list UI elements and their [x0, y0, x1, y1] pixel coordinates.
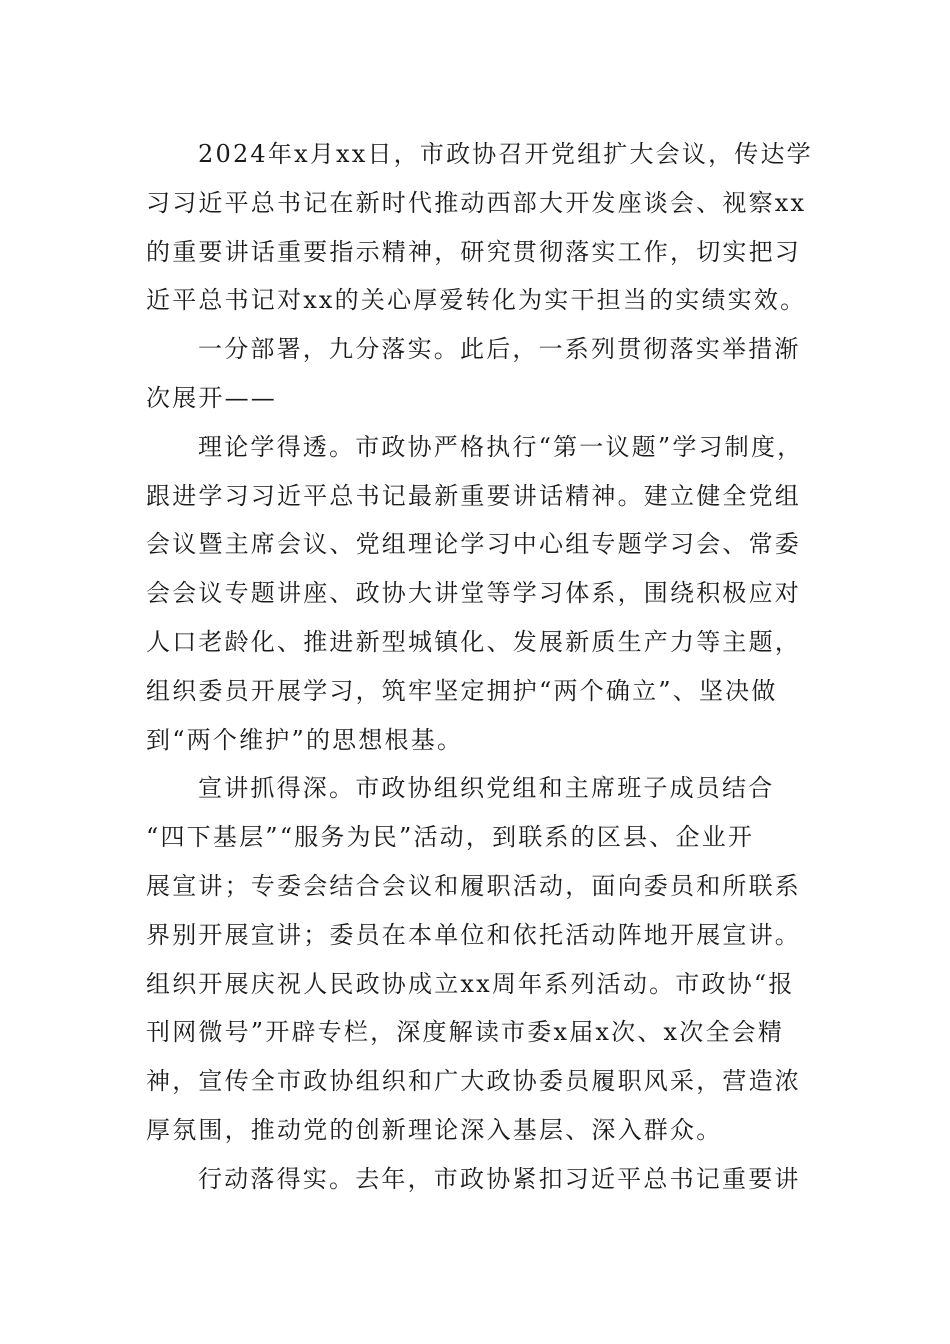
- paragraph-line: 的重要讲话重要指示精神，研究贯彻落实工作，切实把习: [146, 237, 801, 266]
- paragraph-line: 次展开——: [146, 383, 277, 412]
- paragraph-line: 组织开展庆祝人民政协成立xx周年系列活动。市政协“报: [146, 969, 795, 998]
- paragraph-line: 习习近平总书记在新时代推动西部大开发座谈会、视察xx: [146, 188, 807, 217]
- paragraph-3: [146, 423, 811, 765]
- paragraph-line: 2024年x月xx日，市政协召开党组扩大会议，传达学: [198, 140, 813, 168]
- paragraph-5: [146, 1155, 811, 1204]
- paragraph-line: 到“两个维护”的思想根基。: [146, 725, 464, 754]
- paragraph-1: [146, 130, 811, 325]
- paragraph-line: 理论学得透。市政协严格执行“第一议题”学习制度，: [198, 432, 804, 461]
- paragraph-line: 人口老龄化、推进新型城镇化、发展新质生产力等主题，: [146, 627, 801, 656]
- paragraph-line: 跟进学习习近平总书记最新重要讲话精神。建立健全党组: [146, 481, 801, 510]
- paragraph-line: 界别开展宣讲；委员在本单位和依托活动阵地开展宣讲。: [146, 920, 801, 949]
- paragraph-line: 一分部署，九分落实。此后，一系列贯彻落实举措渐: [198, 335, 801, 364]
- paragraph-line: 厚氛围，推动党的创新理论深入基层、深入群众。: [146, 1115, 723, 1144]
- paragraph-line: 宣讲抓得深。市政协组织党组和主席班子成员结合: [198, 774, 775, 803]
- paragraph-line: 刊网微号”开辟专栏，深度解读市委x届x次、x次全会精: [146, 1018, 785, 1047]
- paragraph-line: “四下基层”“服务为民”活动，到联系的区县、企业开: [146, 823, 755, 852]
- paragraph-line: 会议暨主席会议、党组理论学习中心组专题学习会、常委: [146, 530, 801, 559]
- paragraph-line: 会会议专题讲座、政协大讲堂等学习体系，围绕积极应对: [146, 579, 801, 608]
- paragraph-2: [146, 325, 811, 423]
- document-body: [146, 130, 811, 1204]
- paragraph-line: 展宣讲；专委会结合会议和履职活动，面向委员和所联系: [146, 871, 801, 900]
- paragraph-4: [146, 764, 811, 1154]
- paragraph-line: 近平总书记对xx的关心厚爱转化为实干担当的实绩实效。: [146, 286, 807, 315]
- paragraph-line: 行动落得实。去年，市政协紧扣习近平总书记重要讲: [198, 1164, 801, 1193]
- paragraph-line: 组织委员开展学习，筑牢坚定拥护“两个确立”、坚决做: [146, 676, 778, 705]
- paragraph-line: 神，宣传全市政协组织和广大政协委员履职风采，营造浓: [146, 1067, 801, 1096]
